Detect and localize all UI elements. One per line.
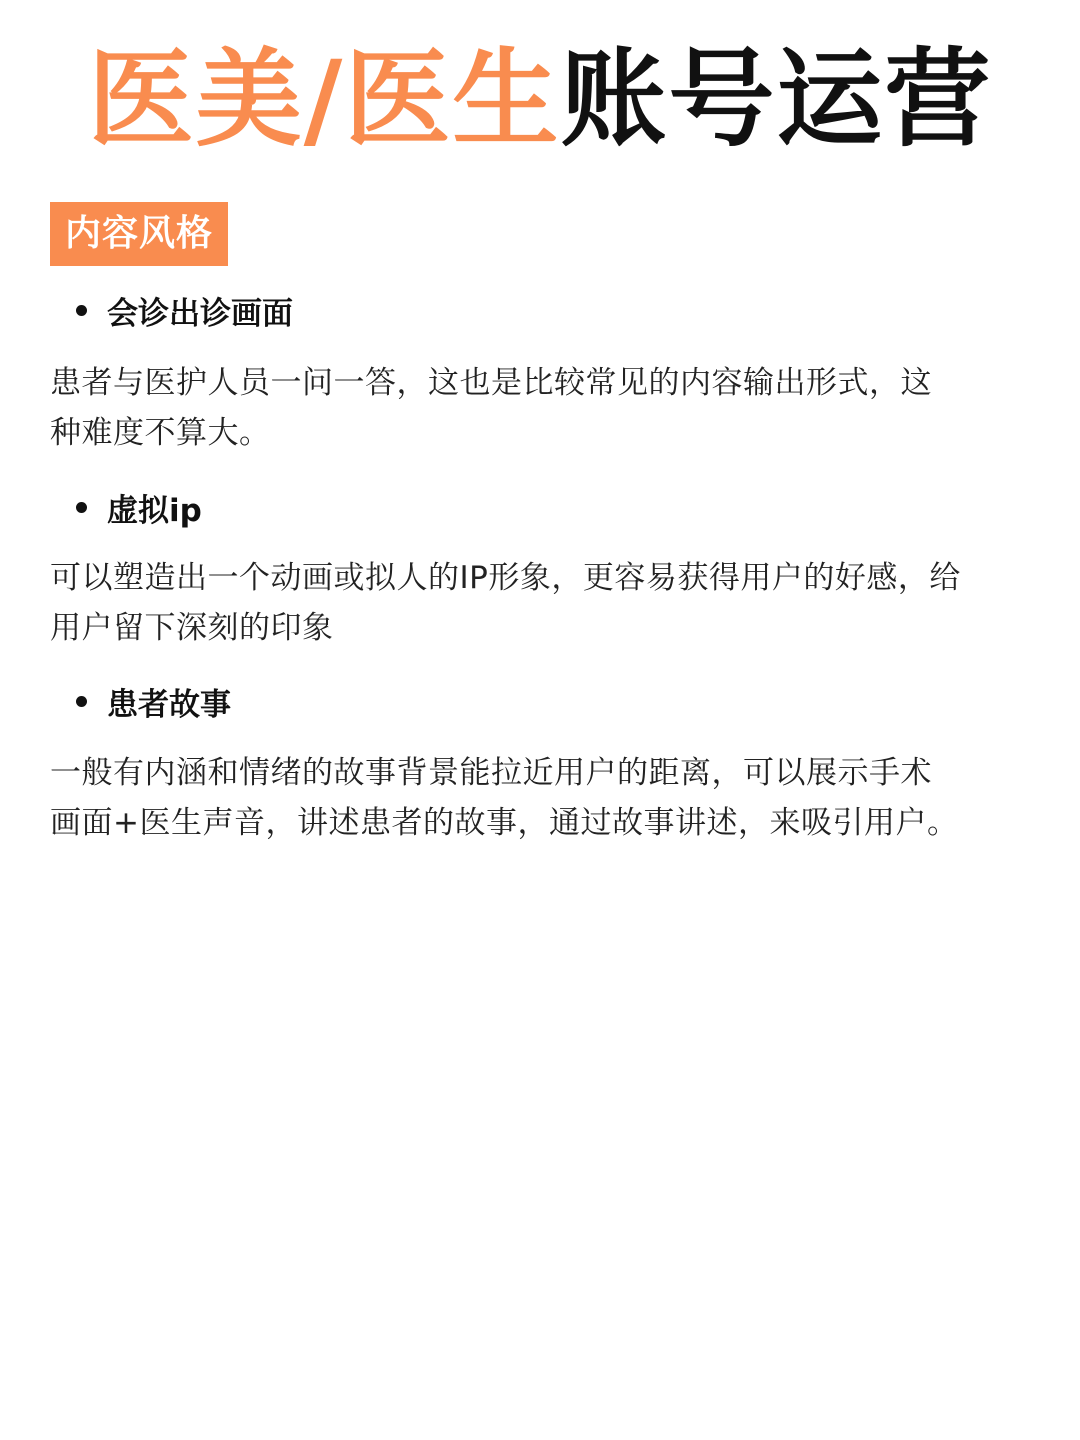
section-tag: 内容风格 (50, 202, 228, 266)
paragraph-line: 画面+医生声音，讲述患者的故事，通过故事讲述，来吸引用户。 (50, 805, 959, 841)
bullet-icon (76, 305, 87, 316)
section-heading (76, 681, 231, 721)
title-dark-text: 账号运营 (560, 38, 993, 161)
section-paragraph (50, 553, 1040, 653)
bullet-icon (76, 696, 87, 707)
bullet-icon (76, 502, 87, 513)
section-paragraph (50, 358, 1040, 458)
section-heading-text: 会诊出诊画面 (107, 295, 293, 332)
paragraph-line: 一般有内涵和情绪的故事背景能拉近用户的距离，可以展示手术 (50, 755, 932, 791)
paragraph-line: 种难度不算大。 (50, 415, 271, 451)
page-title (0, 40, 1080, 160)
paragraph-line: 用户留下深刻的印象 (50, 610, 334, 646)
section-heading-text: 患者故事 (107, 686, 231, 723)
section-heading (76, 290, 293, 330)
paragraph-line: 可以塑造出一个动画或拟人的IP形象，更容易获得用户的好感，给 (50, 560, 961, 596)
paragraph-line: 患者与医护人员一问一答，这也是比较常见的内容输出形式，这 (50, 365, 932, 401)
title-accent-text: 医美/医生 (87, 38, 561, 161)
section-heading (76, 487, 202, 527)
section-paragraph (50, 748, 1040, 848)
section-heading-text: 虚拟ip (107, 492, 202, 529)
